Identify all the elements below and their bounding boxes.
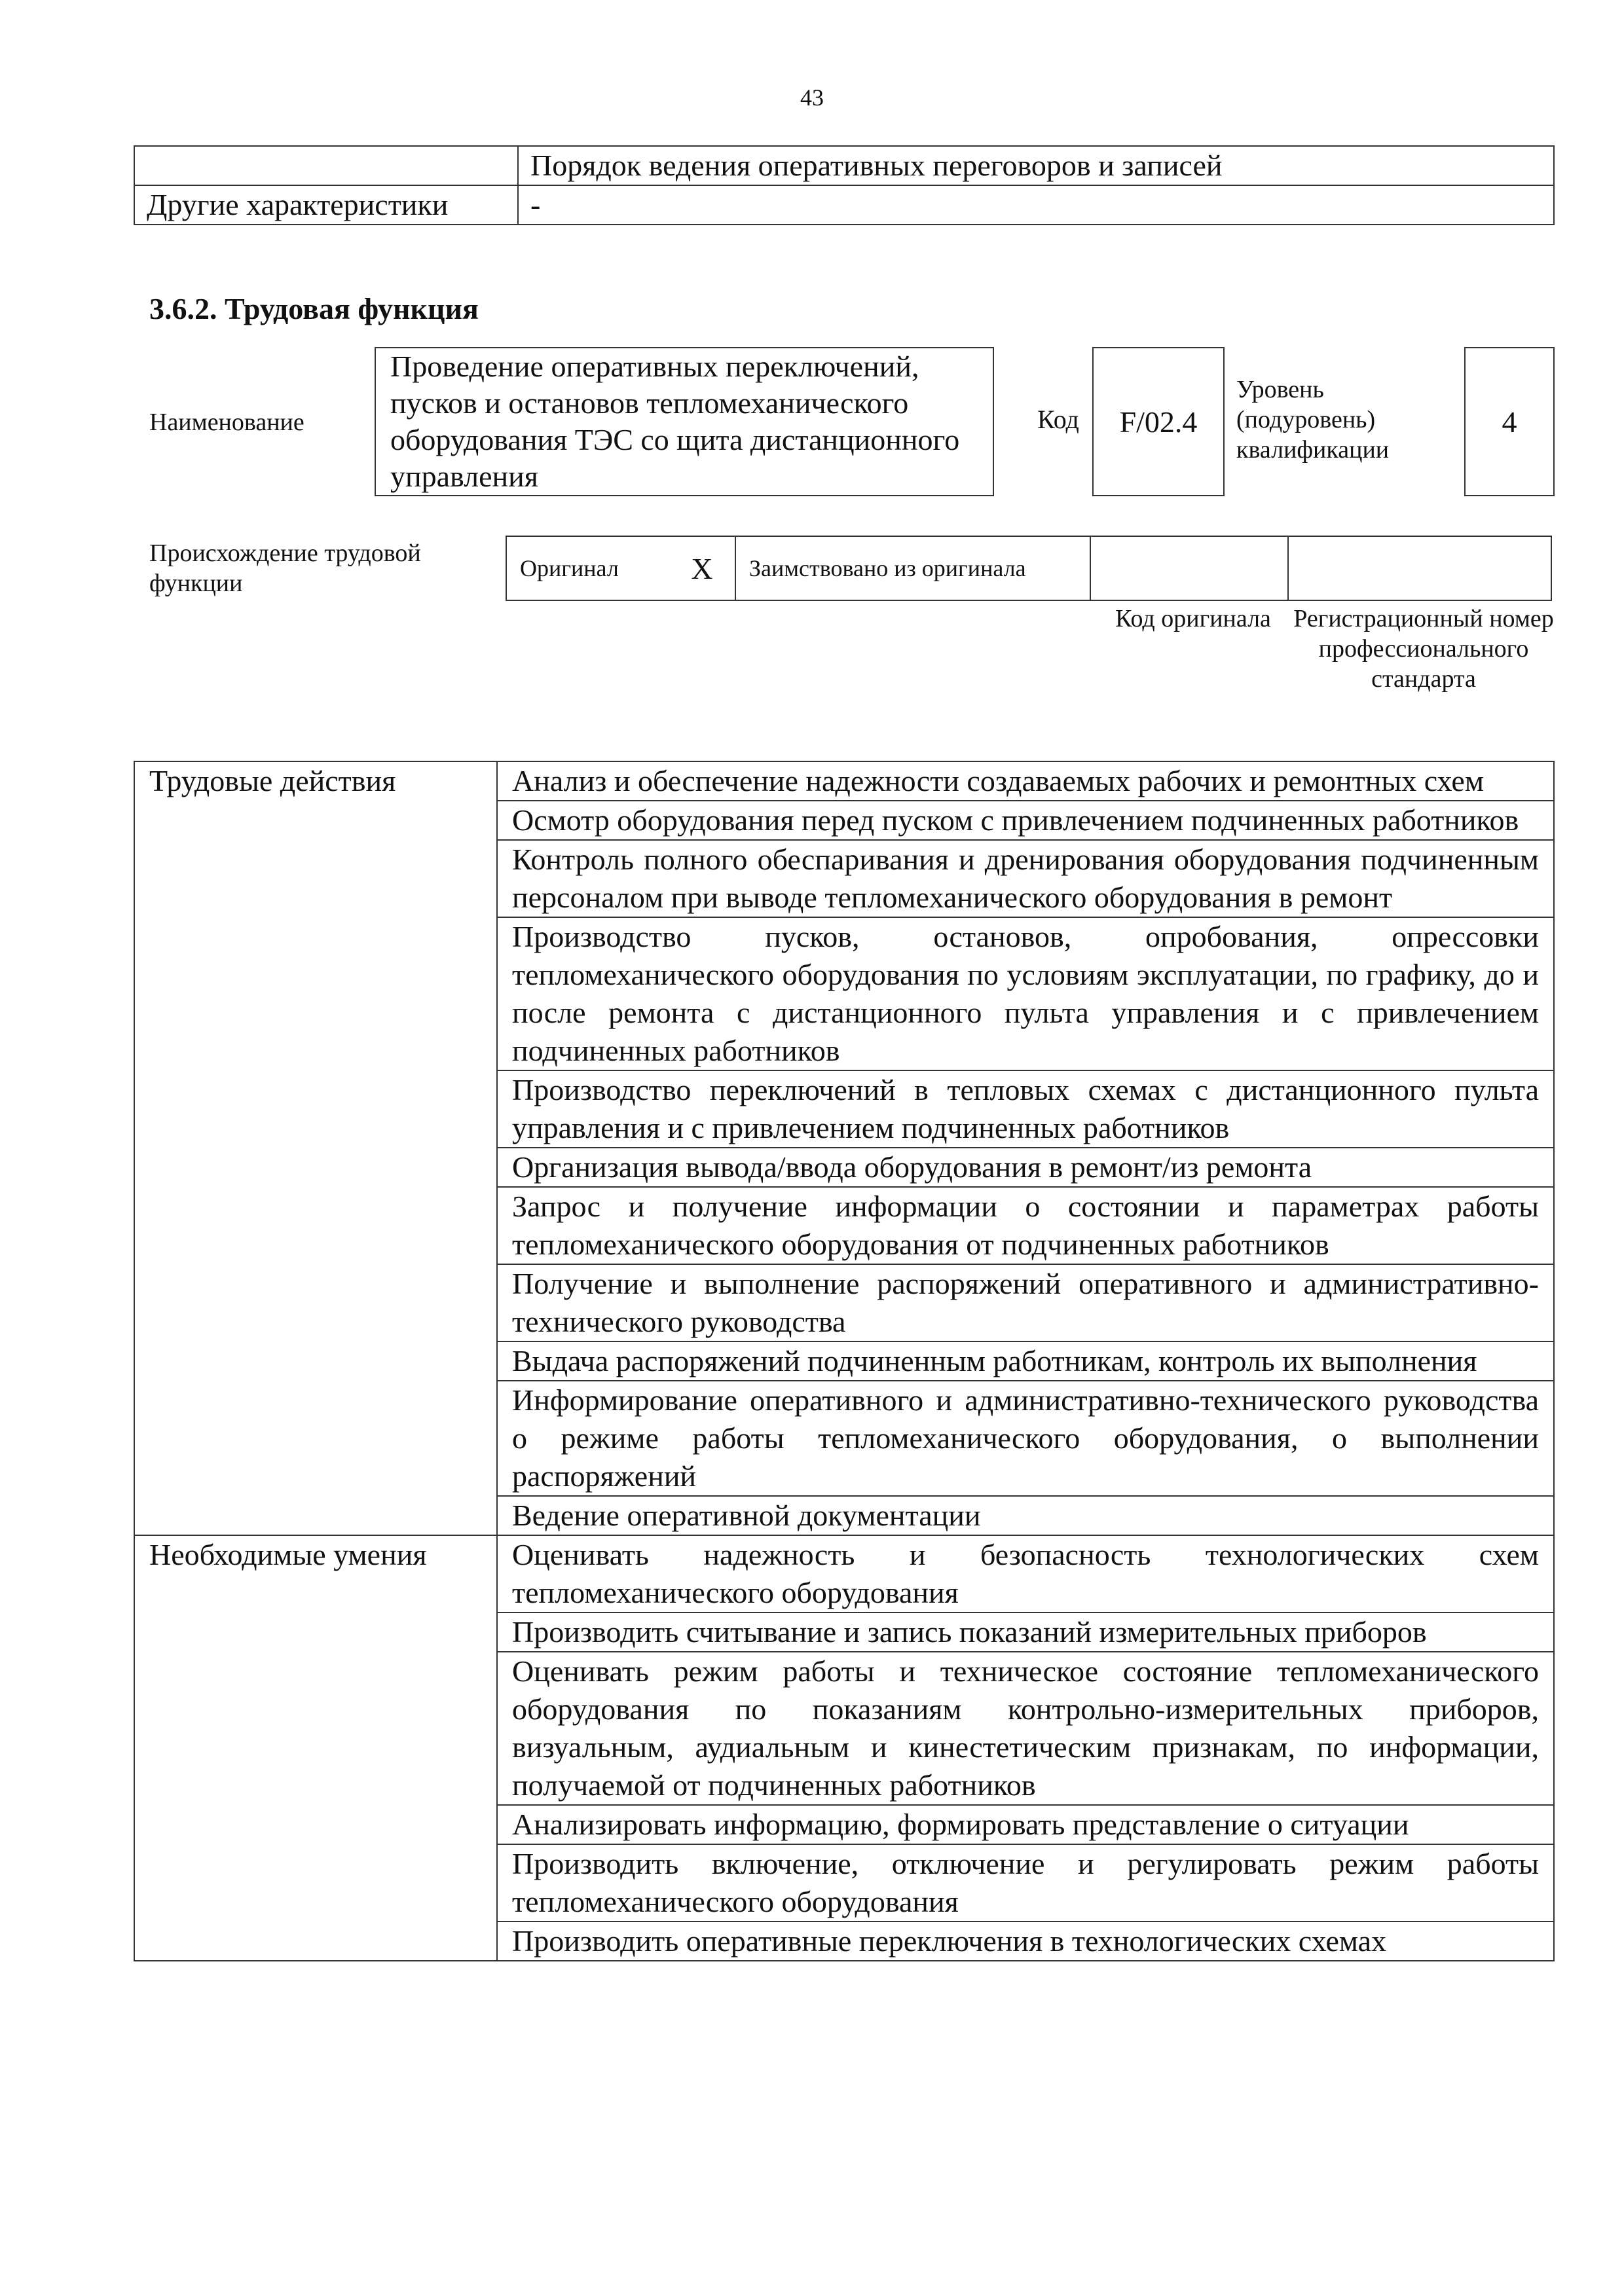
list-item: Производство переключений в тепловых схемах с дистанционного пульта управления и с привлечением подчиненных работников <box>497 1070 1554 1148</box>
original-code-cell <box>1090 536 1288 600</box>
table-cell-value: Порядок ведения оперативных переговоров и записей <box>518 146 1554 185</box>
list-item: Осмотр оборудования перед пуском с привлечением подчиненных работников <box>497 801 1554 840</box>
table-row <box>134 1535 1554 1613</box>
table-row <box>134 761 1554 801</box>
page-number: 43 <box>800 84 824 111</box>
list-item: Производить оперативные переключения в технологических схемах <box>497 1922 1554 1961</box>
original-label: Оригинал <box>506 536 669 600</box>
table-cell-value: - <box>518 185 1554 225</box>
list-item: Выдача распоряжений подчиненным работникам, контроль их выполнения <box>497 1341 1554 1381</box>
function-name-box: Проведение оперативных переключений, пусков и остановов тепломеханического оборудования ТЭС со щита дистанционного управления <box>375 347 994 496</box>
list-item: Оценивать режим работы и техническое состояние тепломеханического оборудования по показаниям контрольно-измерительных приборов, визуальным, аудиальным и кинестетическим признакам, по информации, получаемой от подчиненных работников <box>497 1652 1554 1805</box>
table-row <box>134 185 1554 225</box>
skills-label: Необходимые умения <box>134 1535 497 1961</box>
section-title: 3.6.2. Трудовая функция <box>149 292 479 325</box>
code-label: Код <box>1037 405 1079 434</box>
origin-label: Происхождение трудовой функции <box>149 539 421 597</box>
list-item: Контроль полного обеспаривания и дренирования оборудования подчиненным персоналом при выводе тепломеханического оборудования в ремонт <box>497 840 1554 917</box>
list-item: Производить считывание и запись показаний измерительных приборов <box>497 1613 1554 1652</box>
origin-table <box>506 536 1552 601</box>
registration-caption: Регистрационный номер профессионального стандарта <box>1293 605 1554 693</box>
code-caption: Код оригинала <box>1115 605 1271 632</box>
name-label: Наименование <box>149 409 304 436</box>
list-item: Ведение оперативной документации <box>497 1496 1554 1535</box>
code-box: F/02.4 <box>1092 347 1225 496</box>
list-item: Анализ и обеспечение надежности создаваемых рабочих и ремонтных схем <box>497 761 1554 801</box>
list-item: Организация вывода/ввода оборудования в ремонт/из ремонта <box>497 1148 1554 1187</box>
top-continuation-table <box>134 145 1555 225</box>
table-row <box>134 146 1554 185</box>
labor-actions-label: Трудовые действия <box>134 761 497 1535</box>
list-item: Оценивать надежность и безопасность технологических схем тепломеханического оборудования <box>497 1535 1554 1613</box>
original-mark: X <box>669 536 735 600</box>
list-item: Анализировать информацию, формировать представление о ситуации <box>497 1805 1554 1844</box>
registration-number-cell <box>1288 536 1551 600</box>
table-row <box>506 536 1551 600</box>
level-label: Уровень (подуровень) квалификации <box>1236 376 1390 464</box>
list-item: Производство пусков, остановов, опробования, опрессовки тепломеханического оборудования по условиям эксплуатации, по графику, до и после ремонта с дистанционного пульта управления и с привлечением подчиненных работников <box>497 917 1554 1070</box>
list-item: Запрос и получение информации о состоянии и параметрах работы тепломеханического оборудования от подчиненных работников <box>497 1187 1554 1264</box>
borrowed-label: Заимствовано из оригинала <box>735 536 1090 600</box>
list-item: Получение и выполнение распоряжений оперативного и административно-технического руководства <box>497 1264 1554 1341</box>
main-table <box>134 761 1555 1961</box>
table-cell-label <box>134 146 518 185</box>
list-item: Информирование оперативного и административно-технического руководства о режиме работы тепломеханического оборудования, о выполнении распоряжений <box>497 1381 1554 1496</box>
table-cell-label: Другие характеристики <box>134 185 518 225</box>
level-box: 4 <box>1464 347 1555 496</box>
list-item: Производить включение, отключение и регулировать режим работы тепломеханического оборудования <box>497 1844 1554 1922</box>
